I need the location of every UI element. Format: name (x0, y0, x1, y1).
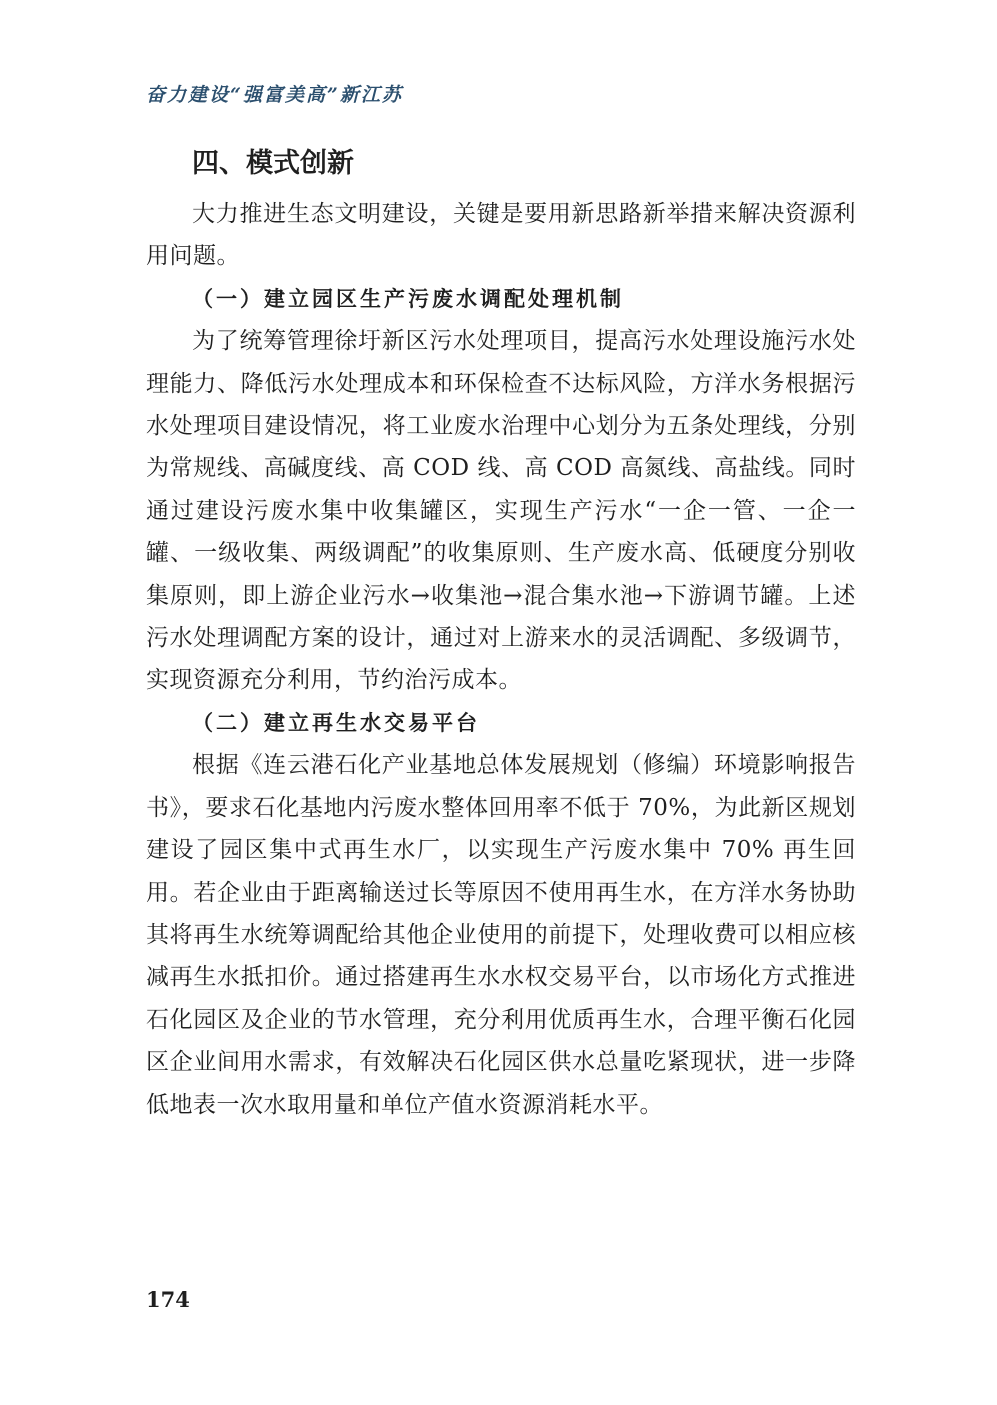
subsection-2-title: （二）建立再生水交易平台 (192, 709, 480, 735)
subsection-2-paragraph: 根据《连云港石化产业基地总体发展规划（修编）环境影响报告书》，要求石化基地内污废水整体回用率不低于 70%，为此新区规划建设了园区集中式再生水厂，以实现生产污废水集中 70% 再生回用。若企业由于距离输送过长等原因不使用再生水，在方洋水务协助其将再生水统筹调配给其他企业使用的前提下，处理收费可以相应核减再生水抵扣价。通过搭建再生水水权交易平台，以市场化方式推进石化园区及企业的节水管理，充分利用优质再生水，合理平衡石化园区企业间用水需求，有效解决石化园区供水总量吃紧现状，进一步降低地表一次水取用量和单位产值水资源消耗水平。 (146, 752, 856, 1118)
subsection-1-paragraph: 为了统筹管理徐圩新区污水处理项目，提高污水处理设施污水处理能力、降低污水处理成本和环保检查不达标风险，方洋水务根据污水处理项目建设情况，将工业废水治理中心划分为五条处理线，分别为常规线、高碱度线、高 COD 线、高 COD 高氮线、高盐线。同时通过建设污废水集中收集罐区，实现生产污水“一企一管、一企一罐、一级收集、两级调配”的收集原则、生产废水高、低硬度分别收集原则，即上游企业污水→收集池→混合集水池→下游调节罐。上述污水处理调配方案的设计，通过对上游来水的灵活调配、多级调节，实现资源充分利用，节约治污成本。 (146, 328, 856, 694)
section-title: 四、模式创新 (192, 148, 354, 179)
page-number: 174 (146, 1287, 190, 1312)
section-intro-paragraph: 大力推进生态文明建设，关键是要用新思路新举措来解决资源利用问题。 (146, 201, 856, 270)
subsection-1-title: （一）建立园区生产污废水调配处理机制 (192, 285, 624, 311)
running-header: 奋力建设“强富美高”新江苏 (146, 84, 403, 106)
page-body (146, 141, 856, 1126)
